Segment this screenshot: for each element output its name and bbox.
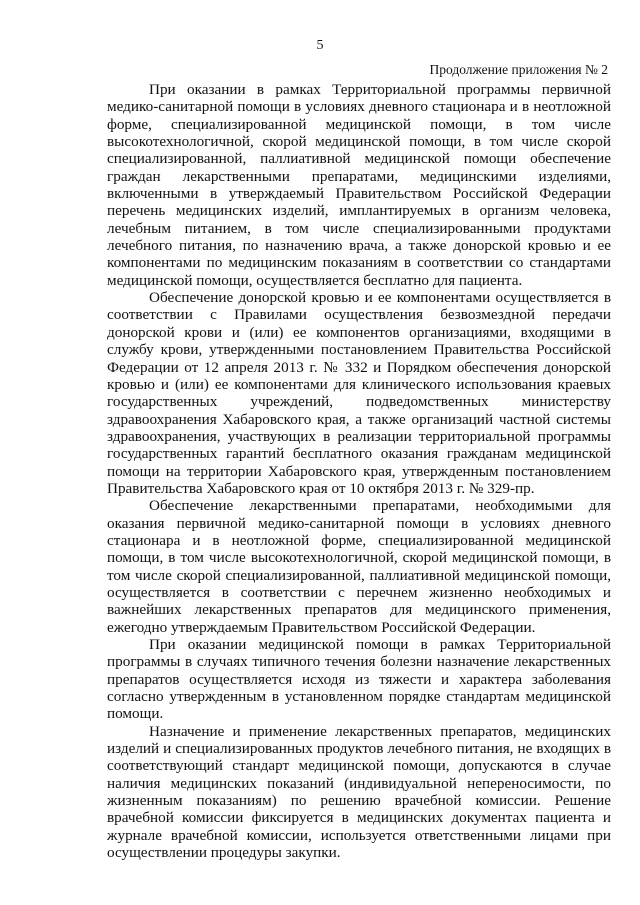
appendix-continuation-note: Продолжение приложения № 2 (429, 62, 608, 77)
paragraph-donor-blood: Обеспечение донорской кровью и ее компонентами осуществляется в соответствии с Правилами осуществления безвозмездной передачи донорской крови и (или) ее компонентов организациями, входящими в службу крови, утвержденными постановлением Правительства Российской Федерации от 12 апреля 2013 г. № 332 и Порядком обеспечения донорской кровью и (или) ее компонентами для клинического использования краевых государственных учреждений, подведомственных министерству здравоохранения Хабаровского края, а также организаций частной системы здравоохранения, участвующих в реализации территориальной программы государственных гарантий бесплатного оказания гражданам медицинской помощи на территории Хабаровского края, утвержденным постановлением Правительства Хабаровского края от 10 октября 2013 г. № 329-пр. (107, 289, 611, 497)
paragraph-standard-prescription: При оказании медицинской помощи в рамках Территориальной программы в случаях типичного течения болезни назначение лекарственных препаратов осуществляется исходя из тяжести и характера заболевания согласно утвержденным в установленном порядке стандартам медицинской помощи. (107, 636, 611, 723)
paragraph-essential-drugs: Обеспечение лекарственными препаратами, необходимыми для оказания первичной медико-санитарной помощи в условиях дневного стационара и в неотложной форме, специализированной медицинской помощи, в том числе высокотехнологичной, скорой медицинской помощи, в том числе скорой специализированной, паллиативной медицинской помощи, осуществляется в соответствии с перечнем жизненно необходимых и важнейших лекарственных препаратов для медицинского применения, ежегодно утверждаемым Правительством Российской Федерации. (107, 497, 611, 636)
page-number: 5 (316, 38, 324, 53)
document-body (107, 81, 611, 861)
paragraph-medication-provision: При оказании в рамках Территориальной программы первичной медико-санитарной помощи в условиях дневного стационара и в неотложной форме, специализированной медицинской помощи, в том числе высокотехнологичной, скорой медицинской помощи, в том числе скорой специализированной, паллиативной медицинской помощи обеспечение граждан лекарственными препаратами, медицинскими изделиями, включенными в утверждаемый Правительством Российской Федерации перечень медицинских изделий, имплантируемых в организм человека, лечебным питанием, в том числе специализированными продуктами лечебного питания, по назначению врача, а также донорской кровью и ее компонентами по медицинским показаниям в соответствии со стандартами медицинской помощи, осуществляется бесплатно для пациента. (107, 81, 611, 289)
paragraph-commission-decision: Назначение и применение лекарственных препаратов, медицинских изделий и специализированных продуктов лечебного питания, не входящих в соответствующий стандарт медицинской помощи, допускаются в случае наличия медицинских показаний (индивидуальной непереносимости, по жизненным показаниям) по решению врачебной комиссии. Решение врачебной комиссии фиксируется в медицинских документах пациента и журнале врачебной комиссии, используется ответственными лицами при осуществлении процедуры закупки. (107, 722, 611, 862)
